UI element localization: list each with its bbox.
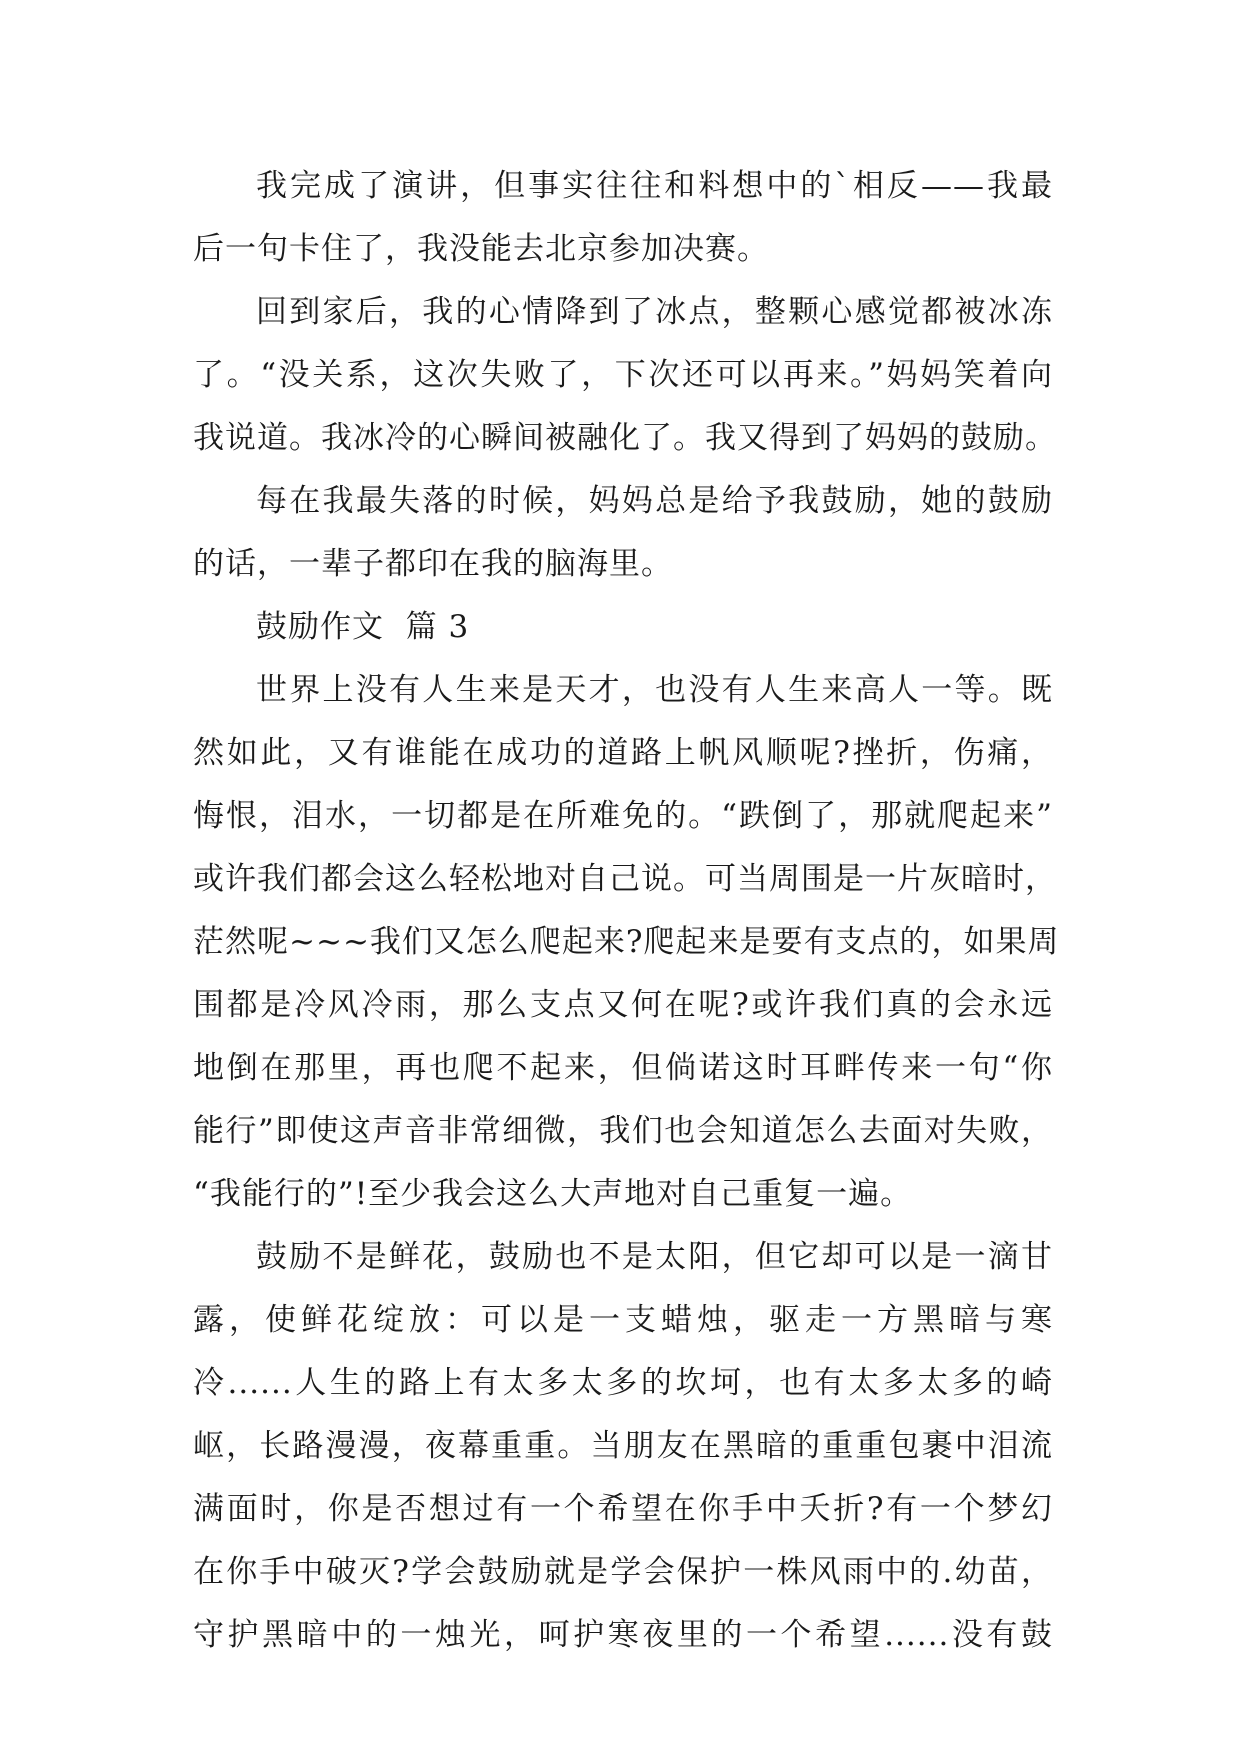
text-line: 地倒在那里，再也爬不起来，但倘诺这时耳畔传来一句“你: [193, 1050, 1053, 1086]
text-line: 围都是冷风冷雨，那么支点又何在呢?或许我们真的会永远: [193, 987, 1053, 1023]
text-line: 茫然呢~~~我们又怎么爬起来?爬起来是要有支点的，如果周: [193, 924, 1060, 960]
text-line: 岖，长路漫漫，夜幕重重。当朋友在黑暗的重重包裹中泪流: [193, 1428, 1053, 1464]
text-line: 满面时，你是否想过有一个希望在你手中夭折?有一个梦幻: [193, 1491, 1053, 1527]
section-heading: 鼓励作文 篇 3: [256, 609, 470, 645]
text-line: 后一句卡住了，我没能去北京参加决赛。: [193, 231, 769, 267]
text-line: 我完成了演讲，但事实往往和料想中的`相反——我最: [256, 168, 1053, 204]
text-line: 我说道。我冰冷的心瞬间被融化了。我又得到了妈妈的鼓励。: [193, 420, 1057, 456]
text-line: 能行”即使这声音非常细微，我们也会知道怎么去面对失败，: [193, 1113, 1053, 1149]
text-line: 在你手中破灭?学会鼓励就是学会保护一株风雨中的.幼苗，: [193, 1554, 1053, 1590]
text-line: 鼓励不是鲜花，鼓励也不是太阳，但它却可以是一滴甘: [256, 1239, 1053, 1275]
text-line: 世界上没有人生来是天才，也没有人生来高人一等。既: [256, 672, 1053, 708]
text-line: 露，使鲜花绽放：可以是一支蜡烛，驱走一方黑暗与寒: [193, 1302, 1053, 1338]
document-page: [193, 155, 1060, 1667]
text-line: 了。“没关系，这次失败了，下次还可以再来。”妈妈笑着向: [193, 357, 1053, 393]
text-line: 或许我们都会这么轻松地对自己说。可当周围是一片灰暗时，: [193, 861, 1057, 897]
text-line: 冷......人生的路上有太多太多的坎坷，也有太多太多的崎: [193, 1365, 1053, 1401]
text-line: 然如此，又有谁能在成功的道路上帆风顺呢?挫折，伤痛，: [193, 735, 1053, 771]
text-line: 守护黑暗中的一烛光，呵护寒夜里的一个希望......没有鼓: [193, 1617, 1053, 1653]
text-line: 的话，一辈子都印在我的脑海里。: [193, 546, 673, 582]
text-line: 悔恨，泪水，一切都是在所难免的。“跌倒了，那就爬起来”: [193, 798, 1053, 834]
text-line: “我能行的”!至少我会这么大声地对自己重复一遍。: [193, 1176, 913, 1212]
text-line: 每在我最失落的时候，妈妈总是给予我鼓励，她的鼓励: [256, 483, 1053, 519]
text-line: 回到家后，我的心情降到了冰点，整颗心感觉都被冰冻: [256, 294, 1053, 330]
